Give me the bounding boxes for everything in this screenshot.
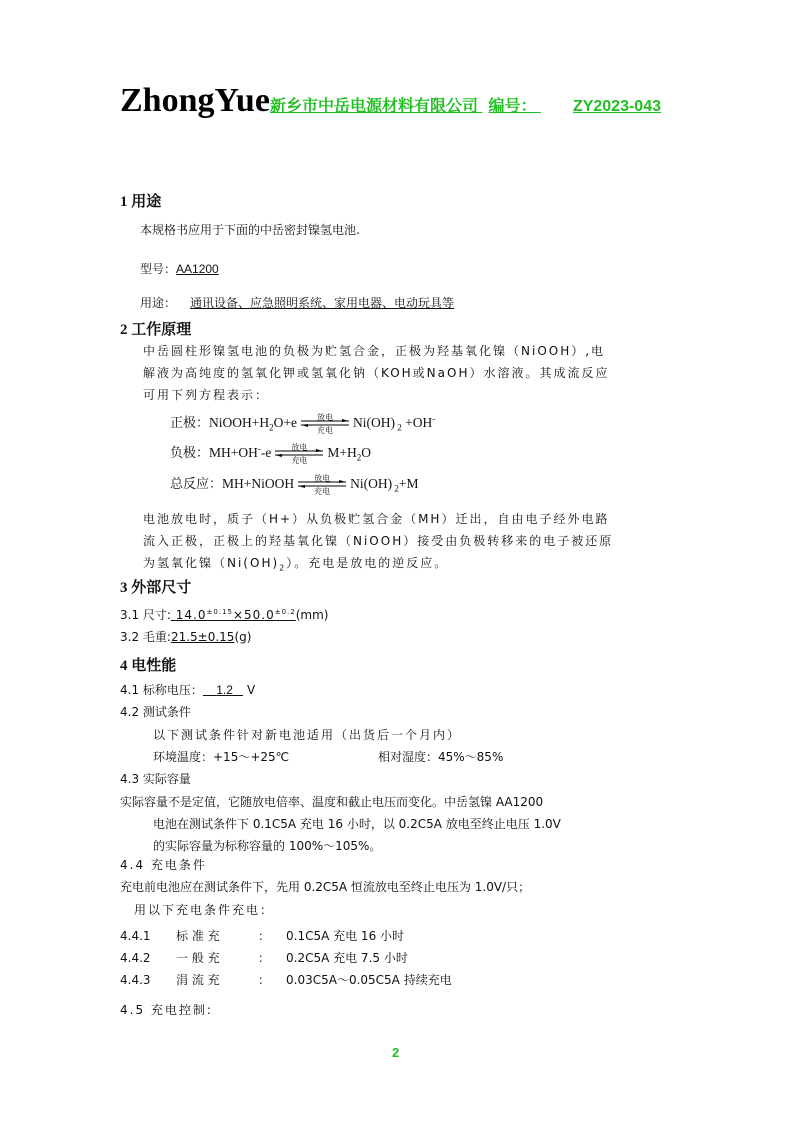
usage-line	[140, 292, 454, 314]
size-label: 3.1 尺寸:	[120, 608, 171, 622]
charge-pre-line-1: 充电前电池应在测试条件下，先用 0.2C5A 恒流放电至终止电压为 1.0V/只；	[120, 880, 531, 894]
ambient-temp: 环境温度：+15～+25℃	[153, 750, 290, 764]
usage-label: 用途：	[140, 296, 177, 310]
section-4-title: 4 电性能	[120, 658, 177, 674]
equation-overall: 总反应：MH+NiOOH 放电 充电 Ni(OH) $_2$+M	[170, 473, 419, 496]
code-label: 编号：	[488, 98, 537, 115]
eq-negative-label: 负极：	[170, 446, 210, 461]
model-label: 型号：	[140, 262, 177, 276]
capacity-line-2: 电池在测试条件下 0.1C5A 充电 16 小时，以 0.2C5A 放电至终止电压 1.0V	[153, 817, 561, 831]
capacity-line-3: 的实际容量为标称容量的 100%～105%。	[153, 839, 382, 853]
size-value: $14.0^{\pm 0.15}\times 50.0^{\pm 0.2}$	[175, 608, 296, 622]
charge-row-normal	[120, 947, 408, 969]
model-line	[140, 258, 219, 280]
charge-row-standard	[120, 925, 404, 947]
discharge-line-3a: 为氢氧化镍（Ni(OH)	[143, 556, 280, 570]
actual-capacity-title: 4.3 实际容量	[120, 772, 191, 786]
equation-negative: 负极：MH+OH--e 放电 充电 $M+H_2O$	[170, 442, 372, 465]
charge-row-num: 4.4.2	[120, 951, 151, 965]
weight-unit: (g)	[234, 630, 252, 644]
reversible-arrow-icon: 放电 充电	[273, 443, 325, 465]
charge-row-colon: ：	[258, 929, 271, 943]
size-line	[120, 601, 328, 626]
brand-logo-text: ZhongYue	[120, 82, 270, 119]
section-1-title: 1 用途	[120, 194, 162, 210]
reversible-arrow-icon: 放电 充电	[299, 413, 351, 435]
nominal-voltage-unit: V	[246, 683, 256, 697]
model-value: AA1200	[176, 262, 219, 276]
principle-line-3: 可用下列方程表示：	[143, 388, 270, 402]
usage-value: 通讯设备、应急照明系统、家用电器、电动玩具等	[190, 296, 455, 310]
nominal-voltage-value: 1.2	[216, 683, 233, 697]
weight-value: 21.5±0.15	[170, 630, 235, 644]
nominal-voltage-label: 4.1 标称电压：	[120, 683, 203, 697]
size-unit: (mm)	[295, 608, 329, 622]
charge-row-desc: 0.2C5A 充电 7.5 小时	[286, 951, 408, 965]
weight-line	[120, 626, 251, 648]
test-conditions-scope: 以下测试条件针对新电池适用（出货后一个月内）	[153, 728, 462, 742]
equation-positive: 正极：$NiOOH+H_2O+e$ 放电 充电 Ni(OH) $_2$ +OH-	[170, 412, 436, 435]
charge-row-name: 涓 流 充	[176, 973, 220, 987]
charge-row-num: 4.4.3	[120, 973, 151, 987]
relative-humidity: 相对湿度：45%～85%	[378, 750, 504, 764]
weight-label: 3.2 毛重:	[120, 630, 171, 644]
company-header	[270, 93, 661, 116]
eq-overall-label: 总反应：	[170, 477, 223, 492]
principle-line-1: 中岳圆柱形镍氢电池的负极为贮氢合金，正极为羟基氧化镍（NiOOH）,电	[143, 344, 606, 358]
company-name: 新乡市中岳电源材料有限公司	[270, 98, 479, 115]
charge-control-title: 4.5 充电控制:	[120, 1003, 213, 1017]
eq-positive-label: 正极：	[170, 416, 210, 431]
charge-row-name: 一 般 充	[176, 951, 220, 965]
section-3-title: 3 外部尺寸	[120, 580, 192, 596]
charge-pre-line-2: 用以下充电条件充电：	[134, 903, 275, 917]
discharge-line-1: 电池放电时，质子（H+）从负极贮氢合金（MH）迁出，自由电子经外电路	[143, 512, 610, 526]
code-value: ZY2023-043	[572, 98, 661, 115]
discharge-line-3-sub: 2	[279, 563, 287, 573]
page-number: 2	[392, 1045, 400, 1060]
section-1-intro: 本规格书应用于下面的中岳密封镍氢电池.	[140, 223, 360, 237]
charge-conditions-title: 4.4 充电条件	[120, 858, 207, 872]
capacity-line-1: 实际容量不是定值，它随放电倍率、温度和截止电压而变化。中岳氢镍 AA1200	[120, 795, 544, 809]
charge-row-name: 标 准 充	[176, 929, 220, 943]
charge-row-desc: 0.03C5A～0.05C5A 持续充电	[286, 973, 452, 987]
principle-line-2: 解液为高纯度的氢氧化钾或氢氧化钠（KOH或NaOH）水溶液。其成流反应	[143, 366, 610, 380]
charge-row-desc: 0.1C5A 充电 16 小时	[286, 929, 405, 943]
reversible-arrow-icon: 放电 充电	[296, 474, 348, 496]
charge-row-colon: ：	[258, 973, 271, 987]
section-2-title: 2 工作原理	[120, 322, 192, 338]
charge-row-num: 4.4.1	[120, 929, 151, 943]
charge-row-colon: ：	[258, 951, 271, 965]
nominal-voltage-line	[120, 679, 255, 701]
discharge-line-3b: ）。充电是放电的逆反应。	[286, 556, 449, 570]
discharge-line-2: 流入正极，正极上的羟基氧化镍（NiOOH）接受由负极转移来的电子被还原	[143, 534, 614, 548]
test-conditions-title: 4.2 测试条件	[120, 705, 191, 719]
charge-row-trickle	[120, 969, 452, 991]
